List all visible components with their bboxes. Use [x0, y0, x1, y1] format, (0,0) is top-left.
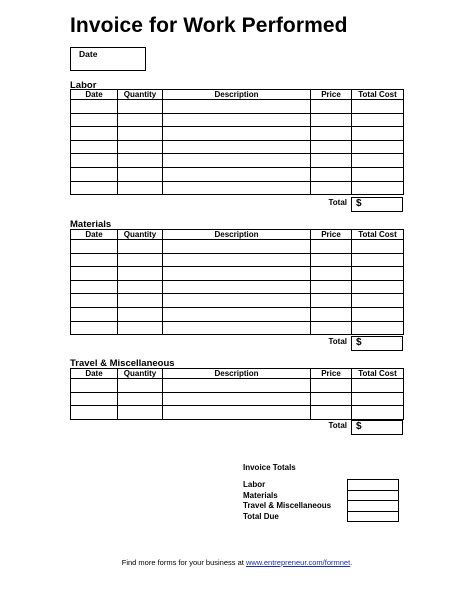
- col-header-quantity: Quantity: [118, 230, 163, 240]
- table-row: [71, 294, 404, 308]
- date-cell[interactable]: [71, 113, 118, 127]
- price-cell[interactable]: [311, 113, 352, 127]
- section-label-materials: Materials: [70, 219, 112, 230]
- date-cell[interactable]: [71, 240, 118, 254]
- total-cost-cell[interactable]: [352, 140, 404, 154]
- col-header-description: Description: [163, 369, 311, 379]
- total-cost-cell[interactable]: [352, 113, 404, 127]
- table-row: [71, 154, 404, 168]
- quantity-cell[interactable]: [118, 100, 163, 114]
- col-header-total-cost: Total Cost: [352, 369, 404, 379]
- date-label: Date: [79, 49, 98, 59]
- date-cell[interactable]: [71, 294, 118, 308]
- date-field[interactable]: [70, 47, 146, 71]
- invoice-totals-heading: Invoice Totals: [243, 463, 296, 472]
- price-cell[interactable]: [311, 280, 352, 294]
- date-cell[interactable]: [71, 392, 118, 406]
- quantity-cell[interactable]: [118, 294, 163, 308]
- total-cost-cell[interactable]: [352, 321, 404, 335]
- description-cell[interactable]: [163, 321, 311, 335]
- description-cell[interactable]: [163, 280, 311, 294]
- table-row: [71, 392, 404, 406]
- total-cost-cell[interactable]: [352, 100, 404, 114]
- total-cost-cell[interactable]: [352, 267, 404, 281]
- total-cost-cell[interactable]: [352, 154, 404, 168]
- summary-boxes: [347, 479, 399, 522]
- quantity-cell[interactable]: [118, 321, 163, 335]
- price-cell[interactable]: [311, 167, 352, 181]
- description-cell[interactable]: [163, 406, 311, 420]
- table-row: [71, 253, 404, 267]
- summary-label-total-due: Total Due: [243, 512, 279, 521]
- table-row: [71, 140, 404, 154]
- quantity-cell[interactable]: [118, 127, 163, 141]
- summary-label-travel: Travel & Miscellaneous: [243, 501, 332, 510]
- col-header-description: Description: [163, 90, 311, 100]
- col-header-quantity: Quantity: [118, 369, 163, 379]
- summary-field-labor[interactable]: [348, 480, 399, 491]
- travel-total-label: Total: [328, 421, 347, 430]
- total-cost-cell[interactable]: [352, 294, 404, 308]
- footer-text: Find more forms for your business at: [121, 558, 246, 567]
- total-cost-cell[interactable]: [352, 379, 404, 393]
- date-cell[interactable]: [71, 127, 118, 141]
- summary-label-labor: Labor: [243, 480, 266, 489]
- quantity-cell[interactable]: [118, 307, 163, 321]
- total-cost-cell[interactable]: [352, 307, 404, 321]
- materials-total-label: Total: [328, 337, 347, 346]
- materials-total-field[interactable]: [351, 336, 403, 351]
- description-cell[interactable]: [163, 113, 311, 127]
- footer-note: [0, 558, 474, 567]
- date-cell[interactable]: [71, 100, 118, 114]
- description-cell[interactable]: [163, 240, 311, 254]
- total-cost-cell[interactable]: [352, 253, 404, 267]
- section-label-travel: Travel & Miscellaneous: [70, 358, 175, 369]
- date-cell[interactable]: [71, 140, 118, 154]
- summary-field-travel[interactable]: [348, 501, 399, 512]
- col-header-price: Price: [311, 90, 352, 100]
- col-header-date: Date: [71, 230, 118, 240]
- footer-end: .: [350, 558, 353, 567]
- description-cell[interactable]: [163, 379, 311, 393]
- description-cell[interactable]: [163, 392, 311, 406]
- table-row: [71, 240, 404, 254]
- travel-total-dollar: $: [356, 421, 362, 432]
- price-cell[interactable]: [311, 406, 352, 420]
- table-row: [71, 280, 404, 294]
- table-row: [71, 127, 404, 141]
- price-cell[interactable]: [311, 240, 352, 254]
- quantity-cell[interactable]: [118, 181, 163, 195]
- description-cell[interactable]: [163, 294, 311, 308]
- description-cell[interactable]: [163, 100, 311, 114]
- labor-total-label: Total: [328, 198, 347, 207]
- labor-table: [70, 89, 404, 195]
- table-row: [71, 307, 404, 321]
- col-header-price: Price: [311, 230, 352, 240]
- price-cell[interactable]: [311, 267, 352, 281]
- total-cost-cell[interactable]: [352, 240, 404, 254]
- date-cell[interactable]: [71, 307, 118, 321]
- price-cell[interactable]: [311, 154, 352, 168]
- description-cell[interactable]: [163, 127, 311, 141]
- travel-table: [70, 368, 404, 420]
- date-cell[interactable]: [71, 406, 118, 420]
- total-cost-cell[interactable]: [352, 406, 404, 420]
- col-header-date: Date: [71, 90, 118, 100]
- total-cost-cell[interactable]: [352, 181, 404, 195]
- quantity-cell[interactable]: [118, 113, 163, 127]
- quantity-cell[interactable]: [118, 267, 163, 281]
- summary-field-total-due[interactable]: [348, 511, 399, 522]
- price-cell[interactable]: [311, 253, 352, 267]
- price-cell[interactable]: [311, 100, 352, 114]
- labor-total-field[interactable]: [351, 197, 403, 212]
- table-row: [71, 379, 404, 393]
- description-cell[interactable]: [163, 181, 311, 195]
- quantity-cell[interactable]: [118, 154, 163, 168]
- col-header-date: Date: [71, 369, 118, 379]
- quantity-cell[interactable]: [118, 392, 163, 406]
- price-cell[interactable]: [311, 321, 352, 335]
- price-cell[interactable]: [311, 392, 352, 406]
- col-header-total-cost: Total Cost: [352, 90, 404, 100]
- section-label-labor: Labor: [70, 80, 97, 91]
- quantity-cell[interactable]: [118, 140, 163, 154]
- total-cost-cell[interactable]: [352, 127, 404, 141]
- date-cell[interactable]: [71, 267, 118, 281]
- date-cell[interactable]: [71, 280, 118, 294]
- description-cell[interactable]: [163, 307, 311, 321]
- quantity-cell[interactable]: [118, 280, 163, 294]
- materials-total-dollar: $: [356, 337, 362, 348]
- table-row: [71, 321, 404, 335]
- table-row: [71, 167, 404, 181]
- col-header-price: Price: [311, 369, 352, 379]
- table-row: [71, 100, 404, 114]
- total-cost-cell[interactable]: [352, 167, 404, 181]
- date-cell[interactable]: [71, 181, 118, 195]
- total-cost-cell[interactable]: [352, 280, 404, 294]
- description-cell[interactable]: [163, 140, 311, 154]
- date-cell[interactable]: [71, 379, 118, 393]
- table-row: [71, 181, 404, 195]
- quantity-cell[interactable]: [118, 240, 163, 254]
- date-cell[interactable]: [71, 167, 118, 181]
- quantity-cell[interactable]: [118, 379, 163, 393]
- quantity-cell[interactable]: [118, 167, 163, 181]
- price-cell[interactable]: [311, 294, 352, 308]
- quantity-cell[interactable]: [118, 406, 163, 420]
- footer-link[interactable]: www.entrepreneur.com/formnet: [245, 558, 351, 567]
- date-cell[interactable]: [71, 253, 118, 267]
- price-cell[interactable]: [311, 127, 352, 141]
- table-row: [71, 406, 404, 420]
- page-title: Invoice for Work Performed: [70, 14, 348, 37]
- quantity-cell[interactable]: [118, 253, 163, 267]
- price-cell[interactable]: [311, 181, 352, 195]
- total-cost-cell[interactable]: [352, 392, 404, 406]
- labor-total-dollar: $: [356, 198, 362, 209]
- date-cell[interactable]: [71, 154, 118, 168]
- col-header-description: Description: [163, 230, 311, 240]
- price-cell[interactable]: [311, 379, 352, 393]
- table-row: [71, 113, 404, 127]
- materials-table: [70, 229, 404, 335]
- description-cell[interactable]: [163, 253, 311, 267]
- price-cell[interactable]: [311, 140, 352, 154]
- description-cell[interactable]: [163, 154, 311, 168]
- description-cell[interactable]: [163, 267, 311, 281]
- col-header-quantity: Quantity: [118, 90, 163, 100]
- price-cell[interactable]: [311, 307, 352, 321]
- summary-field-materials[interactable]: [348, 490, 399, 501]
- date-cell[interactable]: [71, 321, 118, 335]
- table-row: [71, 267, 404, 281]
- col-header-total-cost: Total Cost: [352, 230, 404, 240]
- description-cell[interactable]: [163, 167, 311, 181]
- summary-label-materials: Materials: [243, 491, 278, 500]
- travel-total-field[interactable]: [351, 420, 403, 435]
